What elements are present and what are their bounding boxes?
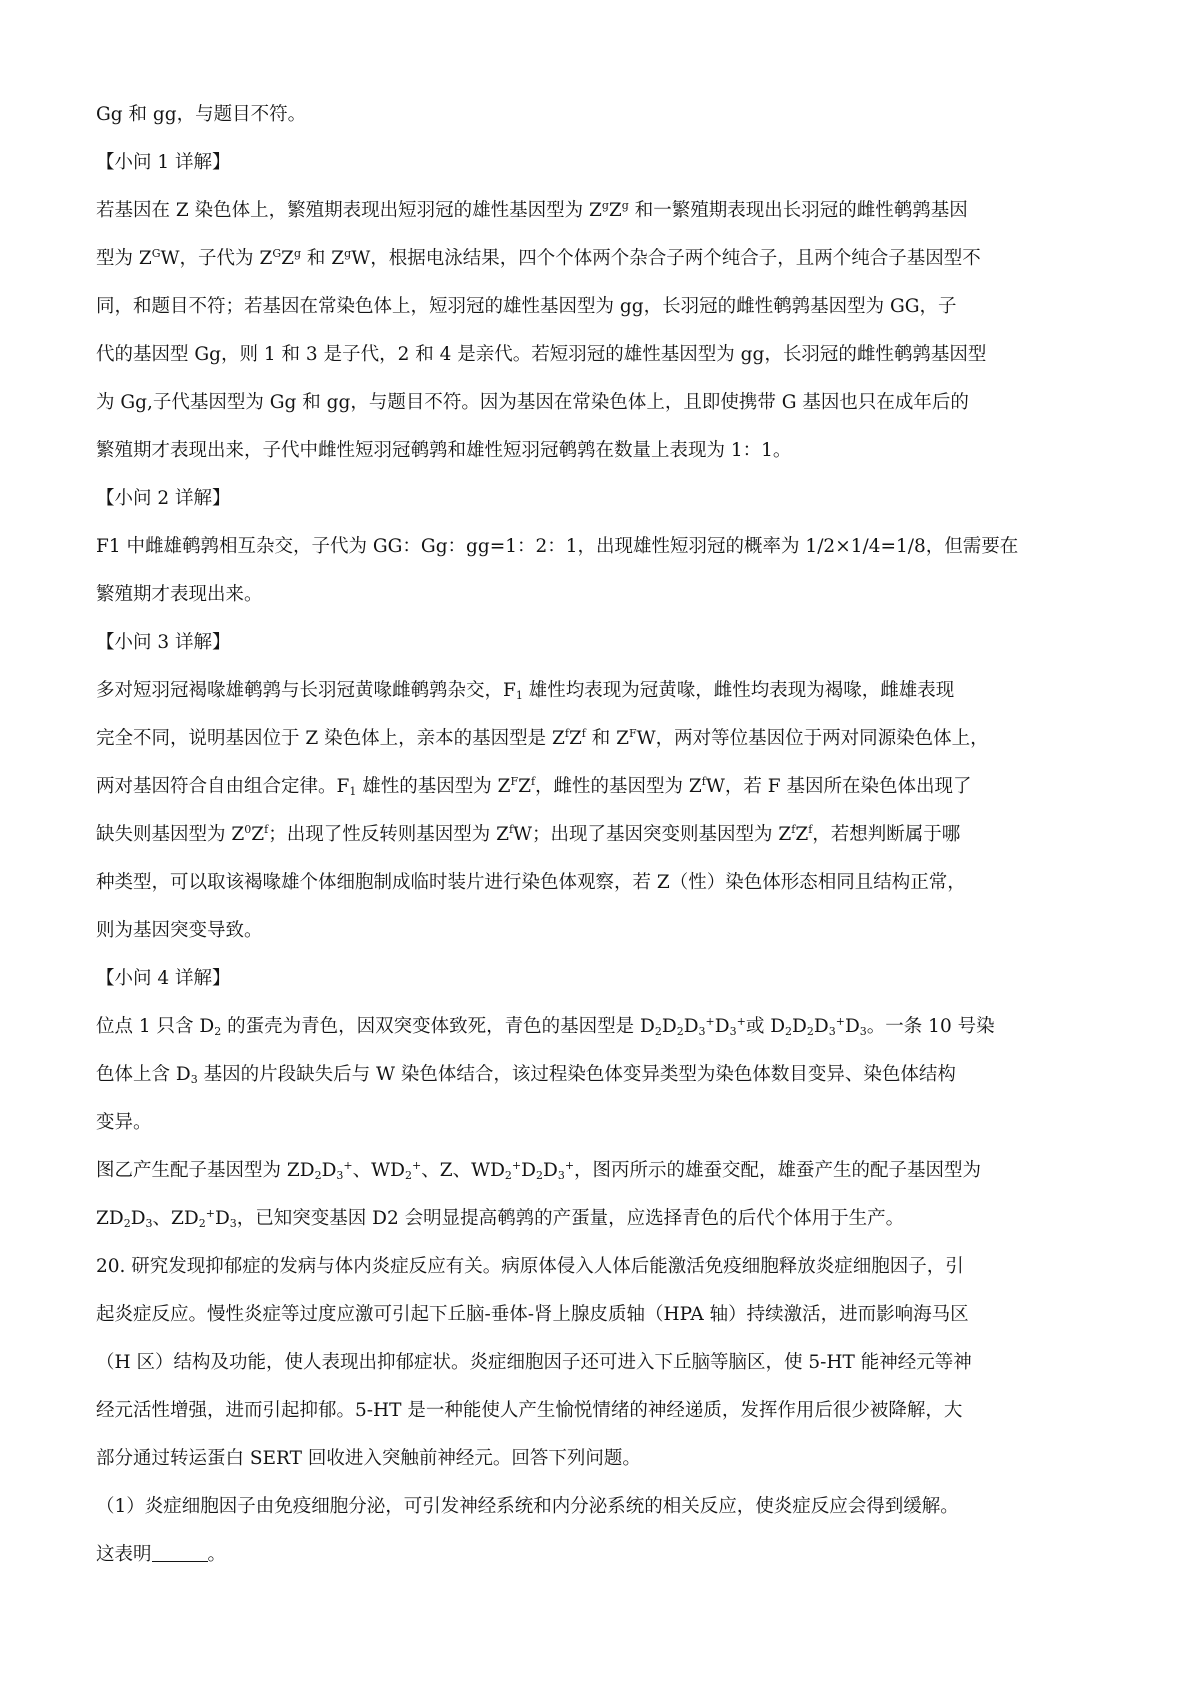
superscript: f [508,823,514,836]
superscript: + [736,1015,746,1028]
text-line: 则为基因突变导致。 [96,920,263,941]
subscript: 2 [535,1169,543,1182]
text-line: 位点 1 只含 $D_2$ 的蛋壳为青色，因双突变体致死，青色的基因型是 $D_2D_2D_3^+D_3^+$或 $D_2D_2D_3^+D_3$。一条 10 号染 [96,1015,995,1038]
text-line: 两对基因符合自由组合定律。$F_1$ 雄性的基因型为 $Z^FZ^f$，雌性的基因型为 $Z^fW$，若 F 基因所在染色体出现了 [96,775,972,798]
superscript: g [293,247,302,260]
superscript: + [564,1159,575,1172]
text-line: 型为 $Z^GW$，子代为 $Z^GZ^g$ 和 $Z^gW$，根据电泳结果，四个个体两个杂合子两个纯合子，且两个纯合子基因型不 [96,247,981,269]
subscript: 3 [698,1025,706,1038]
text-line: 部分通过转运蛋白 SERT 回收进入突触前神经元。回答下列问题。 [96,1448,641,1469]
section-heading-q4: 【小问 4 详解】 [96,968,231,989]
subscript: 3 [229,1217,237,1230]
superscript: g [344,247,352,260]
subscript: 2 [504,1169,512,1182]
subscript: 2 [806,1025,814,1038]
subscript: 2 [654,1025,662,1038]
text-line: 变异。 [96,1112,152,1133]
text-line: 代的基因型 Gg，则 1 和 3 是子代，2 和 4 是亲代。若短羽冠的雄性基因型为 gg，长羽冠的雌性鹌鹑基因型 [96,344,987,365]
subscript: 2 [214,1025,222,1038]
superscript: + [412,1159,422,1172]
subscript: 3 [557,1169,565,1182]
text-line: 繁殖期才表现出来，子代中雌性短羽冠鹌鹑和雄性短羽冠鹌鹑在数量上表现为 1：1。 [96,440,792,461]
text-line: 繁殖期才表现出来。 [96,584,263,605]
subscript: 2 [676,1025,684,1038]
superscript: + [343,1159,353,1172]
superscript: f [808,823,813,836]
answer-blank [152,1541,208,1562]
subscript: 1 [349,785,357,798]
subscript: 3 [729,1025,737,1038]
subscript: 1 [515,689,523,702]
superscript: f [701,775,706,788]
section-heading-q3: 【小问 3 详解】 [96,632,231,653]
text-line: 种类型，可以取该褐喙雄个体细胞制成临时装片进行染色体观察，若 Z（性）染色体形态相同且结构正常， [96,872,966,893]
text-line: 起炎症反应。慢性炎症等过度应激可引起下丘脑-垂体-肾上腺皮质轴（HPA 轴）持续激活，进而影响海马区 [96,1304,969,1325]
subscript: 2 [198,1217,206,1230]
text-line: 若基因在 Z 染色体上，繁殖期表现出短羽冠的雄性基因型为 $Z^gZ^g$ 和一繁殖期表现出长羽冠的雌性鹌鹑基因 [96,199,968,221]
text-line: 为 Gg,子代基因型为 Gg 和 gg，与题目不符。因为基因在常染色体上，且即使携带 G 基因也只在成年后的 [96,392,969,413]
superscript: f [264,823,269,836]
superscript: + [511,1159,522,1172]
text-line: 完全不同，说明基因位于 Z 染色体上，亲本的基因型是 $Z^fZ^f$ 和 $Z^FW$，两对等位基因位于两对同源染色体上， [96,727,989,749]
superscript: f [564,727,569,740]
text-line: $ZD_2D_3$、$ZD_2^+D_3$，已知突变基因 D2 会明显提高鹌鹑的产蛋量，应选择青色的后代个体用于生产。 [96,1207,905,1230]
text-line: （H 区）结构及功能，使人表现出抑郁症状。炎症细胞因子还可进入下丘脑等脑区，使 5-HT 能神经元等神 [96,1352,972,1373]
text-line: 图乙产生配子基因型为 $ZD_2D_3^+$、$WD_2^+$、Z、$WD_2^+D_2D_3^+$，图丙所示的雄蚕交配，雄蚕产生的配子基因型为 [96,1159,982,1182]
superscript: F [510,775,519,788]
subscript: 2 [405,1169,412,1182]
superscript: F [629,727,637,740]
text-line: 同，和题目不符；若基因在常染色体上，短羽冠的雄性基因型为 gg，长羽冠的雌性鹌鹑基因型为 GG，子 [96,296,957,317]
subscript: 3 [190,1073,198,1086]
subquestion-1: （1）炎症细胞因子由免疫细胞分泌，可引发神经系统和内分泌系统的相关反应，使炎症反应会得到缓解。 [96,1496,959,1517]
superscript: G [272,247,282,260]
superscript: g [621,199,629,212]
text-line: 缺失则基因型为 $Z^0Z^f$；出现了性反转则基因型为 $Z^fW$；出现了基因突变则基因型为 $Z^fZ^f$，若想判断属于哪 [96,823,961,845]
subscript: 2 [123,1217,131,1230]
superscript: + [705,1015,715,1028]
subscript: 3 [828,1025,836,1038]
section-heading-q2: 【小问 2 详解】 [96,488,231,509]
superscript: f [791,823,796,836]
subscript: 3 [859,1025,867,1038]
question-20-stem: 20. 研究发现抑郁症的发病与体内炎症反应有关。病原体侵入人体后能激活免疫细胞释放炎症细胞因子，引 [96,1256,964,1277]
text-line: 这表明 。 [96,1536,1100,1573]
text-line: 经元活性增强，进而引起抑郁。5-HT 是一种能使人产生愉悦情绪的神经递质，发挥作用后很少被降解，大 [96,1400,963,1421]
superscript: g [601,199,609,212]
subscript: 2 [785,1025,793,1038]
subscript: 3 [145,1217,153,1230]
superscript: G [151,247,161,260]
document-page [96,96,1100,1573]
superscript: f [530,775,536,788]
text-line: 色体上含 $D_3$ 基因的片段缺失后与 W 染色体结合，该过程染色体变异类型为染色体数目变异、染色体结构 [96,1064,956,1086]
text-line: 多对短羽冠褐喙雄鹌鹑与长羽冠黄喙雌鹌鹑杂交，$F_1$ 雄性均表现为冠黄喙，雌性均表现为褐喙，雌雄表现 [96,680,955,702]
superscript: f [581,727,586,740]
text-line: F1 中雌雄鹌鹑相互杂交，子代为 GG：Gg：gg=1：2：1，出现雄性短羽冠的概率为 1/2×1/4=1/8，但需要在 [96,536,1019,557]
subscript: 3 [336,1169,344,1182]
superscript: 0 [244,823,252,836]
superscript: + [205,1207,215,1220]
section-heading-q1: 【小问 1 详解】 [96,152,231,173]
subscript: 2 [314,1169,322,1182]
superscript: + [835,1015,845,1028]
text-line: Gg 和 gg，与题目不符。 [96,104,307,125]
